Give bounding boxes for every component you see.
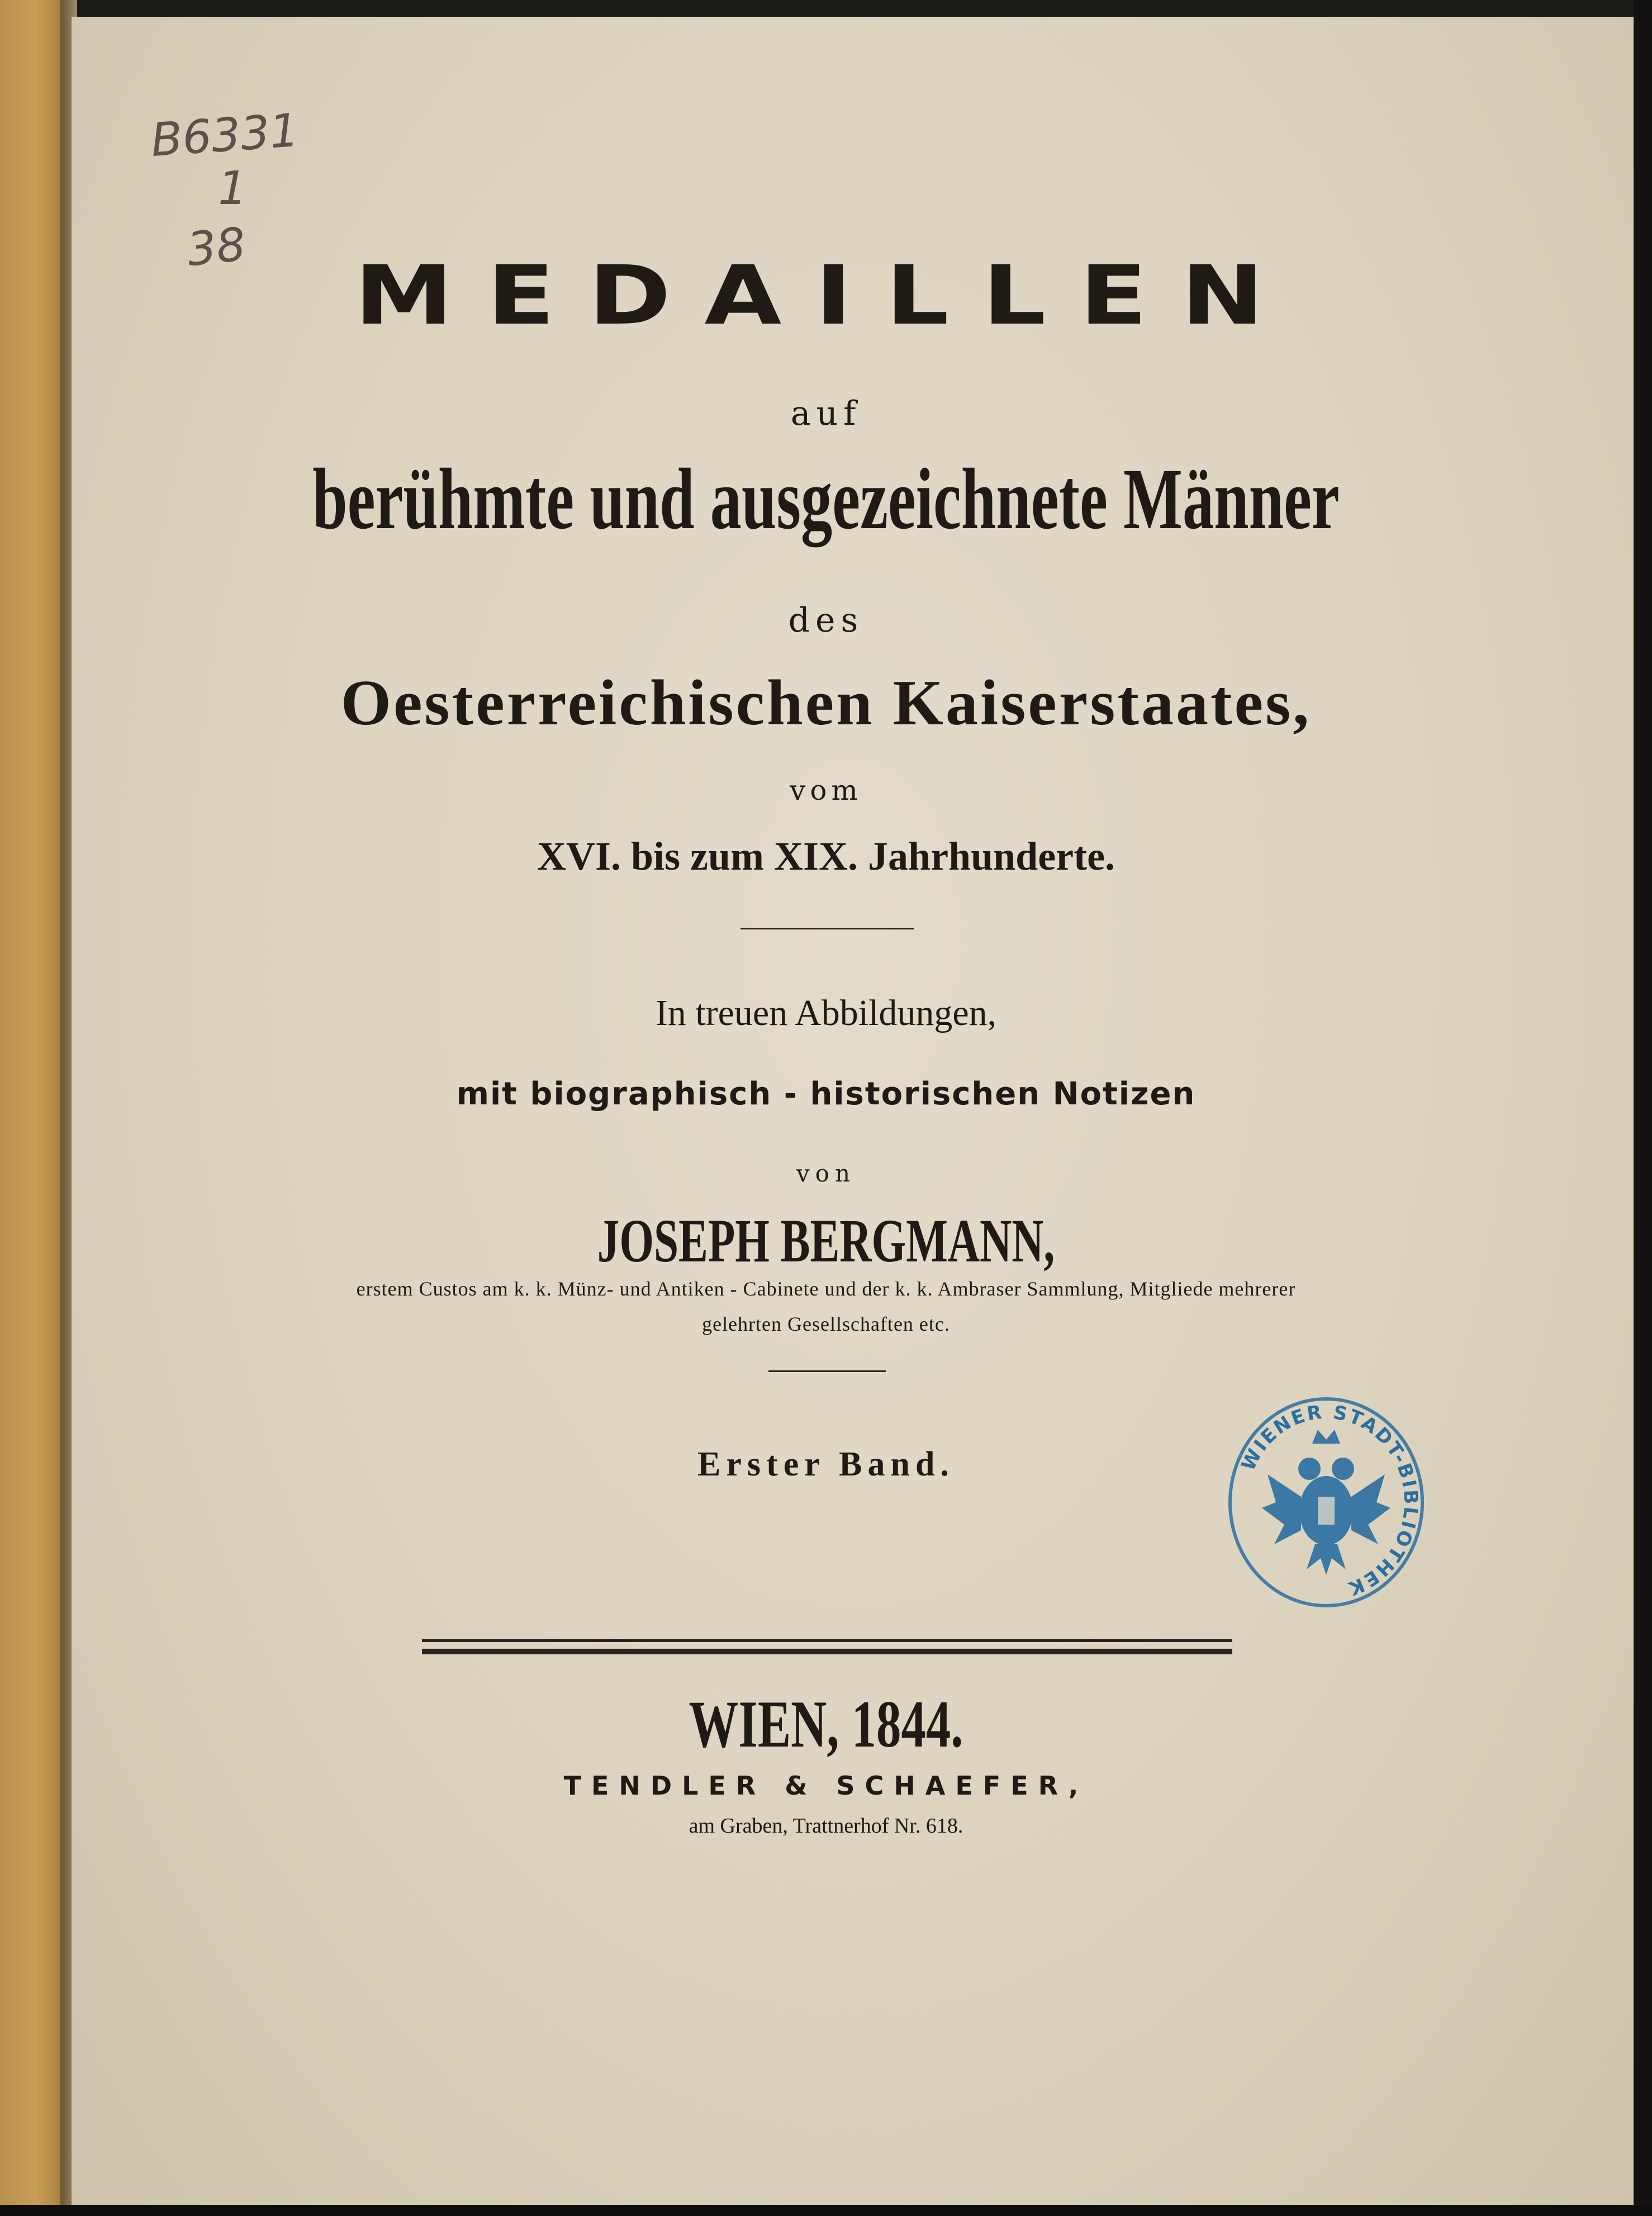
main-title: MEDAILLEN [354,248,1298,343]
shelfmark-line-2: 1 [218,162,248,215]
title-line-2: Oesterreichischen Kaiserstaates, [340,667,1312,739]
author-credentials-line-1: erstem Custos am k. k. Münz- und Antiken - Cabinete und der k. k. Ambraser Sammlung, Mitgliede mehrerer [356,1278,1296,1300]
imprint-address: am Graben, Trattnerhof Nr. 618. [689,1814,963,1838]
volume-label: Erster Band. [697,1445,955,1483]
shelfmark-line-1: B6331 [149,103,301,168]
divider-rule-2 [768,1370,886,1372]
connector-des: des [788,601,864,640]
imprint-city-year: WIEN, 1844. [689,1687,963,1761]
subtitle-line-2: mit biographisch - historischen Notizen [456,1076,1196,1112]
double-rule-thick [422,1649,1232,1654]
bottom-edge [0,2205,1652,2216]
author-credentials-line-2: gelehrten Gesellschaften etc. [702,1313,950,1335]
double-rule-thin [422,1639,1232,1642]
stamp-inscription: WIENER STADT-BIBLIOTHEK [1237,1401,1422,1600]
shelfmark-line-3: 38 [184,217,249,277]
stamp-shield [1318,1497,1335,1525]
connector-von: von [796,1160,856,1187]
connector-vom: vom [790,774,862,806]
title-line-1: berühmte und ausgezeichnete Männer [312,450,1340,547]
divider-rule-1 [740,928,914,929]
imprint-publisher: TENDLER & SCHAEFER, [563,1771,1089,1801]
library-stamp [1223,1391,1430,1614]
title-line-3: XVI. bis zum XIX. Jahrhunderte. [537,834,1115,879]
subtitle-line-1: In treuen Abbildungen, [655,993,997,1033]
author-name: JOSEPH BERGMANN, [597,1207,1055,1275]
connector-auf: auf [790,394,862,433]
